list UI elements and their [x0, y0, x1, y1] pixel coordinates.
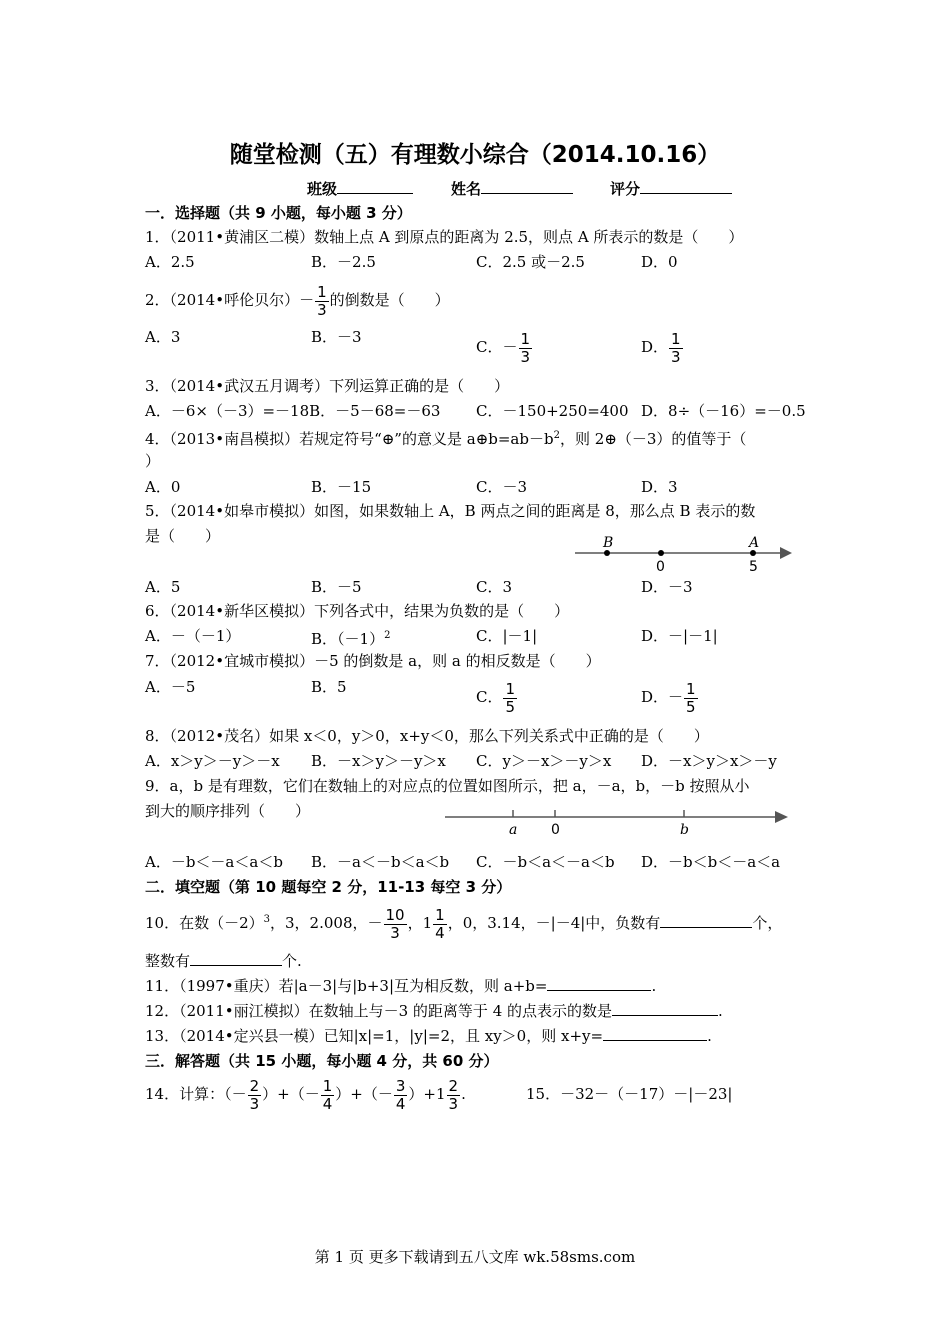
q10-blank-negative-count[interactable]: [660, 913, 752, 928]
name-blank[interactable]: [481, 179, 573, 194]
q10-fraction-10-3: $\frac{10}{3}$: [385, 905, 405, 942]
page-footer: 第 1 页 更多下载请到五八文库 wk.58sms.com: [314, 1248, 636, 1266]
q8-stem: 8．（2012•茂名）如果 x＜0，y＞0，x+y＜0，那么下列关系式中正确的是（ ）: [145, 727, 709, 745]
q3-option-d[interactable]: D．8÷（－16）=－0.5: [641, 402, 806, 420]
q7-option-d[interactable]: D．－ $\frac{1}{5}$: [641, 679, 696, 716]
q5-label-a: A: [749, 535, 760, 551]
q9-stem: 9．a，b 是有理数，它们在数轴上的对应点的位置如图所示，把 a，－a，b，－b 按照从小: [145, 777, 750, 795]
q14-stem: 14．计算：（－ $\frac{2}{3}$ ）+（－ $\frac{1}{4}$ ）+（－ $\frac{3}{4}$ ）+1 $\frac{2}{3}$ .: [145, 1076, 466, 1113]
q2-fraction: $\frac{1}{3}$: [317, 282, 327, 319]
score-field: [610, 178, 732, 199]
q5-stem: 5．（2014•如皋市模拟）如图，如果数轴上 A，B 两点之间的距离是 8，那么点 B 表示的数: [145, 502, 756, 520]
section-heading-3: 三．解答题（共 15 小题，每小题 4 分，共 60 分）: [145, 1052, 499, 1070]
q2-option-d-fraction: $\frac{1}{3}$: [671, 329, 681, 366]
q13-stem: 13．（2014•定兴县一模）已知|x|=1，|y|=2，且 xy＞0，则 x+y= .: [145, 1027, 712, 1045]
q10-stem: 10．在数$(-2)^3$，3，2.008，－ $\frac{10}{3}$ ，1 $\frac{1}{4}$ ，0，3.14，－|－4|中，负数有 个，: [145, 905, 783, 942]
q9-option-b[interactable]: B．－a＜－b＜a＜b: [311, 853, 450, 871]
q11-answer-blank[interactable]: [547, 976, 651, 991]
q2-option-b[interactable]: B．－3: [311, 328, 362, 346]
q7-option-c-fraction: $\frac{1}{5}$: [505, 679, 516, 716]
q11-stem: 11．（1997•重庆）若|a－3|与|b+3|互为相反数，则 a+b= .: [145, 977, 657, 995]
q4-stem-line2: ）: [145, 452, 161, 470]
class-label: 班级: [307, 180, 338, 198]
q5-option-a[interactable]: A．5: [145, 578, 181, 596]
q9-stem-line2: 到大的顺序排列（ ）: [145, 802, 311, 820]
q13-answer-blank[interactable]: [603, 1026, 707, 1041]
q4-option-d[interactable]: D．3: [641, 478, 678, 496]
q9-option-d[interactable]: D．－b＜b＜－a＜a: [641, 853, 781, 871]
q2-option-c-fraction: $\frac{1}{3}$: [520, 329, 531, 366]
q7-option-d-fraction: $\frac{1}{5}$: [686, 679, 696, 716]
q9-option-a[interactable]: A．－b＜－a＜a＜b: [145, 853, 283, 871]
q5-option-b[interactable]: B．－5: [311, 578, 362, 596]
q7-option-a[interactable]: A．－5: [145, 678, 196, 696]
q5-label-0: 0: [656, 559, 665, 575]
page-title: 随堂检测（五）有理数小综合（2014.10.16）: [229, 142, 721, 168]
score-blank[interactable]: [640, 179, 732, 194]
class-field: [307, 178, 413, 199]
q6-stem: 6．（2014•新华区模拟）下列各式中，结果为负数的是（ ）: [145, 602, 570, 620]
q2-option-c[interactable]: C．－ $\frac{1}{3}$: [476, 329, 531, 366]
q7-stem: 7．（2012•宜城市模拟）－5 的倒数是 a，则 a 的相反数是（ ）: [145, 652, 601, 670]
q5-axis-arrow: [780, 547, 792, 559]
q2-option-d[interactable]: D． $\frac{1}{3}$: [641, 329, 681, 366]
q5-label-b: B: [603, 535, 614, 551]
q4-stem: 4．（2013•南昌模拟）若规定符号“⊕”的意义是 $a\oplus b=ab-b^2$，则 2⊕（－3）的值等于（: [145, 430, 747, 448]
q5-stem-line2: 是（ ）: [145, 527, 221, 545]
q8-option-a[interactable]: A．x＞y＞－y＞－x: [145, 752, 280, 770]
q5-point-0: [658, 550, 664, 556]
q14-fraction-1-4: $\frac{1}{4}$: [322, 1076, 333, 1113]
q9-label-a: a: [509, 822, 518, 838]
q5-option-d[interactable]: D．－3: [641, 578, 693, 596]
q8-option-c[interactable]: C．y＞－x＞－y＞x: [476, 752, 612, 770]
q3-stem: 3．（2014•武汉五月调考）下列运算正确的是（ ）: [145, 377, 510, 395]
q9-label-0: 0: [551, 822, 560, 838]
q6-option-d[interactable]: D．－|－1|: [641, 627, 718, 645]
q8-option-d[interactable]: D．－x＞y＞x＞－y: [641, 752, 777, 770]
q6-option-a[interactable]: A．－（－1）: [145, 627, 241, 645]
q3-option-c[interactable]: C．－150+250=400: [476, 402, 629, 420]
q7-option-c[interactable]: C． $\frac{1}{5}$: [476, 679, 516, 716]
name-field: [451, 178, 573, 199]
section-heading-2: 二．填空题（第 10 题每空 2 分，11-13 每空 3 分）: [145, 878, 512, 896]
q4-option-c[interactable]: C．－3: [476, 478, 528, 496]
q9-label-b: b: [680, 822, 689, 838]
q9-option-c[interactable]: C．－b＜a＜－a＜b: [476, 853, 615, 871]
q1-option-a[interactable]: A．2.5: [145, 253, 195, 271]
q6-option-b[interactable]: B．$(-1)^2$: [311, 630, 391, 648]
q7-option-b[interactable]: B．5: [311, 678, 347, 696]
class-blank[interactable]: [337, 179, 413, 194]
q8-option-b[interactable]: B．－x＞y＞－y＞x: [311, 752, 446, 770]
q1-stem: 1．（2011•黄浦区二模）数轴上点 A 到原点的距离为 2.5，则点 A 所表示的数是（ ）: [145, 228, 744, 246]
name-label: 姓名: [451, 180, 482, 198]
q14-fraction-2-3: $\frac{2}{3}$: [249, 1076, 260, 1113]
q10-blank-integer-count[interactable]: [190, 951, 282, 966]
q10-fraction-1-4: $\frac{1}{4}$: [435, 905, 445, 942]
q3-option-ab[interactable]: A．－6×（－3）=－18B．－5－68=－63: [145, 402, 441, 420]
q5-option-c[interactable]: C．3: [476, 578, 513, 596]
q1-option-d[interactable]: D．0: [641, 253, 678, 271]
q9-number-line: [440, 800, 795, 838]
q15-stem: 15．－32－（－17）－|－23|: [526, 1085, 733, 1103]
q12-stem: 12．（2011•丽江模拟）在数轴上与－3 的距离等于 4 的点表示的数是 .: [145, 1002, 723, 1020]
q1-option-c[interactable]: C．2.5 或－2.5: [476, 253, 585, 271]
q6-option-c[interactable]: C．|－1|: [476, 627, 538, 645]
q5-label-5: 5: [749, 559, 758, 575]
section-heading-1: 一．选择题（共 9 小题，每小题 3 分）: [145, 204, 412, 222]
q10-line2: 整数有 个.: [145, 952, 302, 970]
score-label: 评分: [610, 180, 641, 198]
q4-option-b[interactable]: B．－15: [311, 478, 372, 496]
q5-number-line: [570, 530, 800, 576]
q14-fraction-1-2-3: $\frac{2}{3}$: [448, 1076, 459, 1113]
q12-answer-blank[interactable]: [612, 1001, 718, 1016]
q2-option-a[interactable]: A．3: [145, 328, 181, 346]
q9-axis-arrow: [775, 811, 788, 823]
q4-option-a[interactable]: A．0: [145, 478, 181, 496]
q2-stem: 2．（2014•呼伦贝尔）－ $\frac{1}{3}$ 的倒数是（ ）: [145, 282, 450, 319]
q14-fraction-3-4: $\frac{3}{4}$: [395, 1076, 406, 1113]
q1-option-b[interactable]: B．－2.5: [311, 253, 376, 271]
